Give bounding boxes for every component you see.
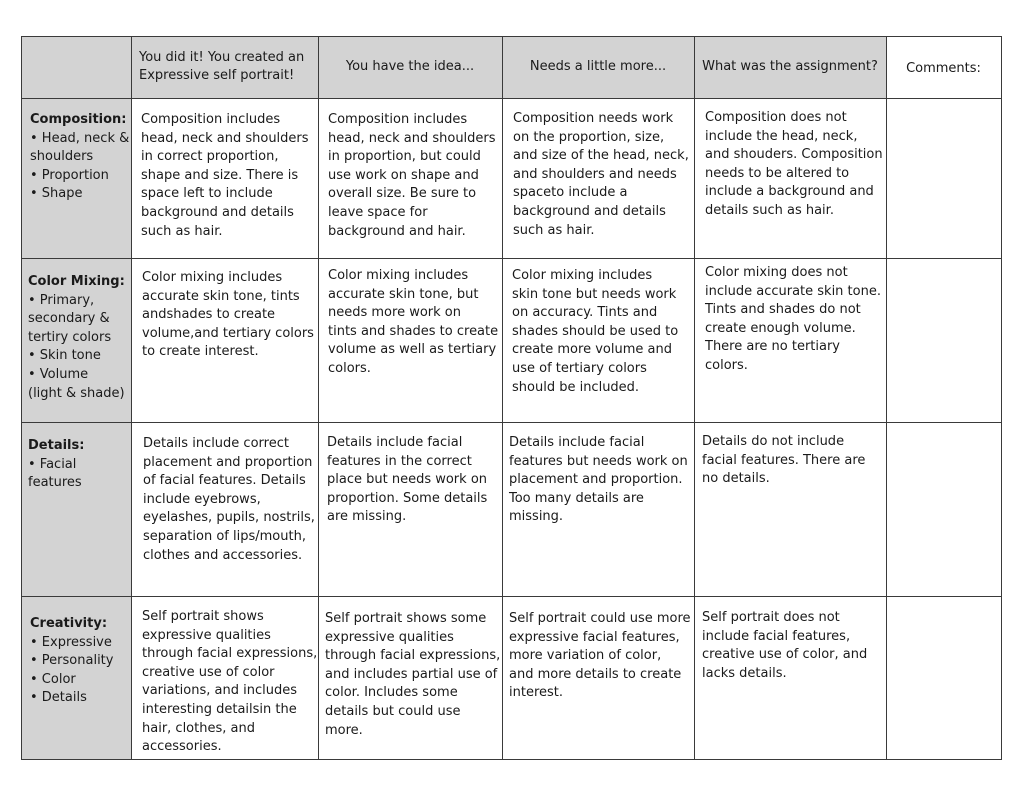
rubric-cell: Self portrait does not include facial features, creative use of color, and lacks details.	[702, 610, 868, 681]
rubric-cell: Composition includes head, neck and shoulders in proportion, but could use work on shape and overall size. Be sure to leave space for background and hair.	[328, 112, 496, 239]
grid-line	[886, 36, 887, 760]
row-title: Composition:	[30, 112, 127, 127]
row-criteria: • Head, neck & shoulders • Proportion • Shape	[30, 130, 130, 202]
row-criteria: • Facial features	[28, 456, 82, 491]
grid-line	[131, 36, 132, 760]
grid-line	[318, 36, 319, 760]
row-title: Details:	[28, 438, 85, 453]
row-label-composition	[30, 111, 130, 204]
rubric-cell: Color mixing includes accurate skin tone, but needs more work on tints and shades to create volume as well as tertiary colors.	[328, 268, 499, 376]
header-level-3: You have the idea...	[345, 59, 475, 74]
grid-line	[502, 36, 503, 760]
grid-line	[21, 98, 1002, 99]
grid-line	[21, 596, 1002, 597]
rubric-cell: Details do not include facial features. There are no details.	[702, 434, 866, 487]
header-level-1: What was the assignment?	[702, 59, 878, 74]
rubric-cell: Composition includes head, neck and shoulders in correct proportion, shape and size. There is space left to include background and details such as hair.	[141, 112, 309, 239]
header-level-4: You did it! You created an Expressive self portrait!	[139, 50, 305, 83]
rubric-cell: Color mixing does not include accurate skin tone. Tints and shades do not create enough volume. There are no tertiary colors.	[705, 265, 881, 373]
grid-line	[21, 422, 1002, 423]
header-comments: Comments:	[906, 61, 981, 76]
row-title: Creativity:	[30, 616, 108, 631]
row-label-details	[28, 437, 130, 493]
rubric-cell: Self portrait could use more expressive facial features, more variation of color, and more details to create interest.	[509, 611, 691, 701]
rubric-cell: Color mixing includes accurate skin tone, tints andshades to create volume,and tertiary colors to create interest.	[142, 270, 314, 360]
row-label-color-mixing	[28, 273, 130, 403]
row-title: Color Mixing:	[28, 274, 125, 289]
rubric-table	[21, 36, 1002, 760]
rubric-cell: Self portrait shows expressive qualities through facial expressions, creative use of color variations, and includes interesting detailsin the hair, clothes, and accessories.	[142, 609, 318, 755]
grid-line	[21, 258, 1002, 259]
rubric-cell: Details include facial features in the correct place but needs work on proportion. Some details are missing.	[327, 435, 488, 525]
row-criteria: • Expressive • Personality • Color • Details	[30, 634, 114, 706]
grid-line	[21, 759, 1002, 760]
grid-line	[694, 36, 695, 760]
rubric-cell: Details include facial features but needs work on placement and proportion. Too many details are missing.	[509, 435, 688, 525]
rubric-cell: Self portrait shows some expressive qualities through facial expressions, and includes partial use of color. Includes some details but could use more.	[325, 611, 501, 738]
rubric-cell: Details include correct placement and proportion of facial features. Details include eyebrows, eyelashes, pupils, nostrils, separation of lips/mouth, clothes and accessories.	[143, 436, 315, 563]
grid-line	[21, 36, 22, 760]
rubric-cell: Composition does not include the head, neck, and shouders. Composition needs to be altered to include a background and details such as hair.	[705, 110, 883, 218]
header-level-2: Needs a little more...	[529, 59, 667, 74]
rubric-cell: Composition needs work on the proportion, size, and size of the head, neck, and shoulders and needs spaceto include a background and details such as hair.	[513, 111, 689, 238]
rubric-cell: Color mixing includes skin tone but needs work on accuracy. Tints and shades should be used to create more volume and use of tertiary colors should be included.	[512, 268, 679, 395]
grid-line	[1001, 36, 1002, 760]
row-label-creativity	[30, 615, 130, 708]
row-criteria: • Primary, secondary & tertiry colors • Skin tone • Volume (light & shade)	[28, 292, 125, 401]
